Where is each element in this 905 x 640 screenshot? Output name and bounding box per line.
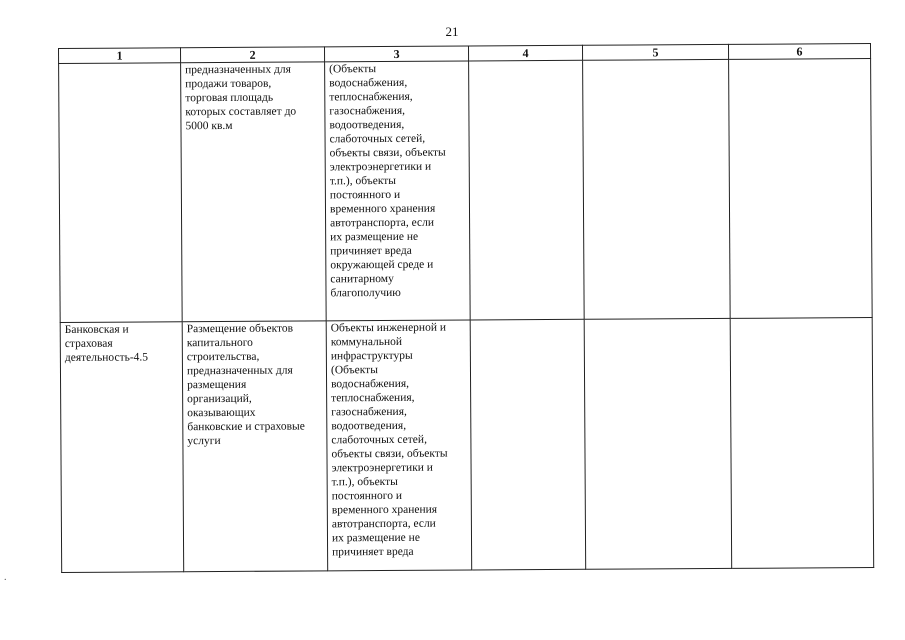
table-cell xyxy=(470,319,586,570)
column-header-5: 5 xyxy=(582,44,728,60)
table-cell xyxy=(59,63,183,323)
table-cell xyxy=(729,59,873,319)
column-header-1: 1 xyxy=(59,48,181,64)
column-header-2: 2 xyxy=(181,47,325,63)
column-header-3: 3 xyxy=(324,46,468,62)
table-row xyxy=(60,318,874,573)
table-cell: Размещение объектов капитального строительства, предназначенных для размещения организаций, оказывающих банковские и страховые услуги xyxy=(182,321,328,572)
scan-edge-mark: . xyxy=(4,572,7,583)
land-use-table xyxy=(58,43,874,573)
table-cell xyxy=(730,318,874,569)
table-cell xyxy=(583,59,731,319)
table-container xyxy=(58,43,873,580)
column-header-4: 4 xyxy=(468,45,582,61)
table-row xyxy=(59,59,873,323)
table-cell: предназначенных для продажи товаров, торговая площадь которых составляет до 5000 кв.м xyxy=(181,62,327,322)
page-number: 21 xyxy=(445,24,459,39)
column-header-6: 6 xyxy=(728,44,870,60)
table-cell: Банковская и страховая деятельность-4.5 xyxy=(60,322,184,573)
table-cell xyxy=(584,318,732,569)
table-cell: Объекты инженерной и коммунальной инфраструктуры (Объекты водоснабжения, теплоснабжения, газоснабжения, водоотведения, слаботочных сетей, объекты связи, объекты электроэнергетики и т.п.), объекты постоянного и временного хранения автотранспорта, если их размещение не причиняет вреда xyxy=(326,320,472,571)
table-cell: (Объекты водоснабжения, теплоснабжения, газоснабжения, водоотведения, слаботочных сетей, объекты связи, объекты электроэнергетики и т.п.), объекты постоянного и временного хранения автотранспорта, если их размещение не причиняет вреда окружающей среде и санитарному благополучию xyxy=(325,61,471,321)
table-cell xyxy=(469,60,585,320)
